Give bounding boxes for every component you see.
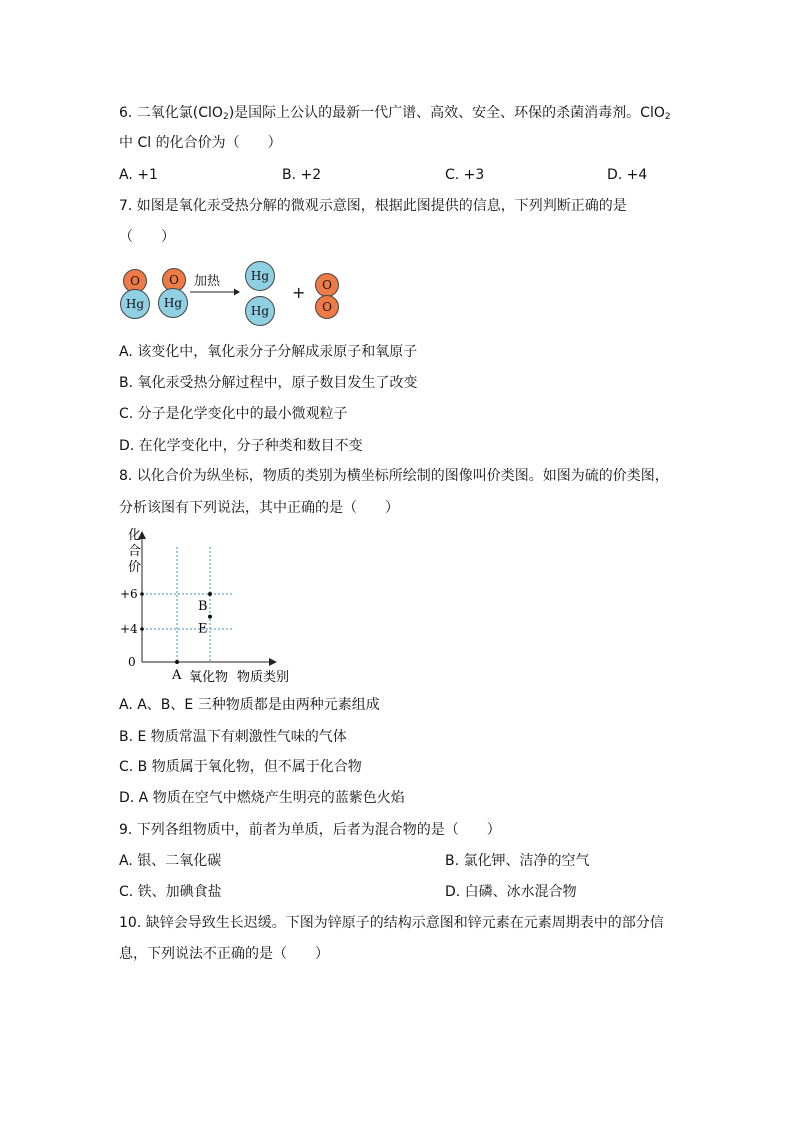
q6-option-d: D. +4: [607, 167, 648, 183]
data-point-a: [175, 660, 179, 664]
heating-label: 加热: [194, 274, 221, 289]
q10-stem-line2: 息，下列说法不正确的是（ ）: [119, 946, 329, 962]
q6-option-a: A. +1: [119, 167, 158, 183]
q9-option-d: D. 白磷、冰水混合物: [445, 884, 577, 900]
q10-stem-line1: 10. 缺锌会导致生长迟缓。下图为锌原子的结构示意图和锌元素在元素周期表中的部分信: [119, 915, 664, 931]
oxygen-atom: O: [123, 269, 147, 293]
mercury-atom: Hg: [158, 288, 188, 318]
mercury-atom: Hg: [245, 296, 275, 326]
oxygen-atom: O: [315, 295, 339, 319]
data-point-b: [208, 592, 212, 596]
q9-option-a: A. 银、二氧化碳: [119, 853, 222, 869]
y-axis-label-char: 合: [128, 544, 142, 559]
q7-stem-line2: （ ）: [119, 229, 175, 245]
oxygen-atom: O: [315, 273, 339, 297]
y-axis-label-char: 价: [128, 560, 142, 575]
q7-option-d: D. 在化学变化中，分子种类和数目不变: [119, 438, 363, 454]
q7-stem-line1: 7. 如图是氧化汞受热分解的微观示意图，根据此图提供的信息，下列判断正确的是: [119, 198, 627, 214]
chart-points: [175, 592, 212, 664]
x-axis-label: 物质类别: [237, 670, 290, 685]
q8-stem-line1: 8. 以化合价为纵坐标，物质的类别为横坐标所绘制的图像叫价类图。如图为硫的价类图，: [119, 468, 669, 484]
q6-option-c: C. +3: [445, 167, 485, 183]
q6-stem-line1: 6. 二氧化氯(ClO$_2$)是国际上公认的最新一代广谱、高效、安全、环保的杀菌消毒剂。ClO$_2$: [119, 105, 671, 122]
q6-option-b: B. +2: [282, 167, 322, 183]
q9-option-c: C. 铁、加碘食盐: [119, 884, 222, 900]
q6-stem-line2: 中 Cl 的化合价为（ ）: [119, 135, 282, 151]
data-point-e: [208, 615, 212, 619]
q8-option-d: D. A 物质在空气中燃烧产生明亮的蓝紫色火焰: [119, 790, 405, 806]
x-category-a: A: [172, 668, 182, 683]
mercury-atom: Hg: [120, 289, 150, 319]
y-tick-zero: 0: [128, 655, 136, 669]
reaction-arrow-icon: [190, 287, 240, 297]
q9-option-b: B. 氯化钾、洁净的空气: [445, 853, 590, 869]
q9-stem: 9. 下列各组物质中，前者为单质，后者为混合物的是（ ）: [119, 822, 501, 838]
q8-option-c: C. B 物质属于氧化物，但不属于化合物: [119, 759, 362, 775]
x-category-oxide: 氧化物: [189, 670, 229, 685]
y-axis-label-char: 化: [128, 528, 142, 543]
y-tick-plus4: +4: [120, 622, 138, 636]
sulfur-valence-class-chart: [115, 525, 315, 687]
q7-option-b: B. 氧化汞受热分解过程中，原子数目发生了改变: [119, 375, 418, 391]
q8-option-a: A. A、B、E 三种物质都是由两种元素组成: [119, 697, 380, 713]
oxygen-atom: O: [162, 268, 186, 292]
q8-stem-line2: 分析该图有下列说法，其中正确的是（ ）: [119, 500, 399, 516]
tick-dot: [140, 627, 144, 631]
q7-option-c: C. 分子是化学变化中的最小微观粒子: [119, 406, 348, 422]
y-tick-plus6: +6: [120, 587, 138, 601]
mercury-atom: Hg: [245, 261, 275, 291]
plus-sign: +: [292, 283, 306, 302]
q8-option-b: B. E 物质常温下有刺激性气味的气体: [119, 729, 347, 745]
data-label-b: B: [198, 599, 208, 614]
tick-dot: [140, 592, 144, 596]
data-label-e: E: [198, 621, 208, 637]
q7-option-a: A. 该变化中，氧化汞分子分解成汞原子和氧原子: [119, 344, 418, 360]
